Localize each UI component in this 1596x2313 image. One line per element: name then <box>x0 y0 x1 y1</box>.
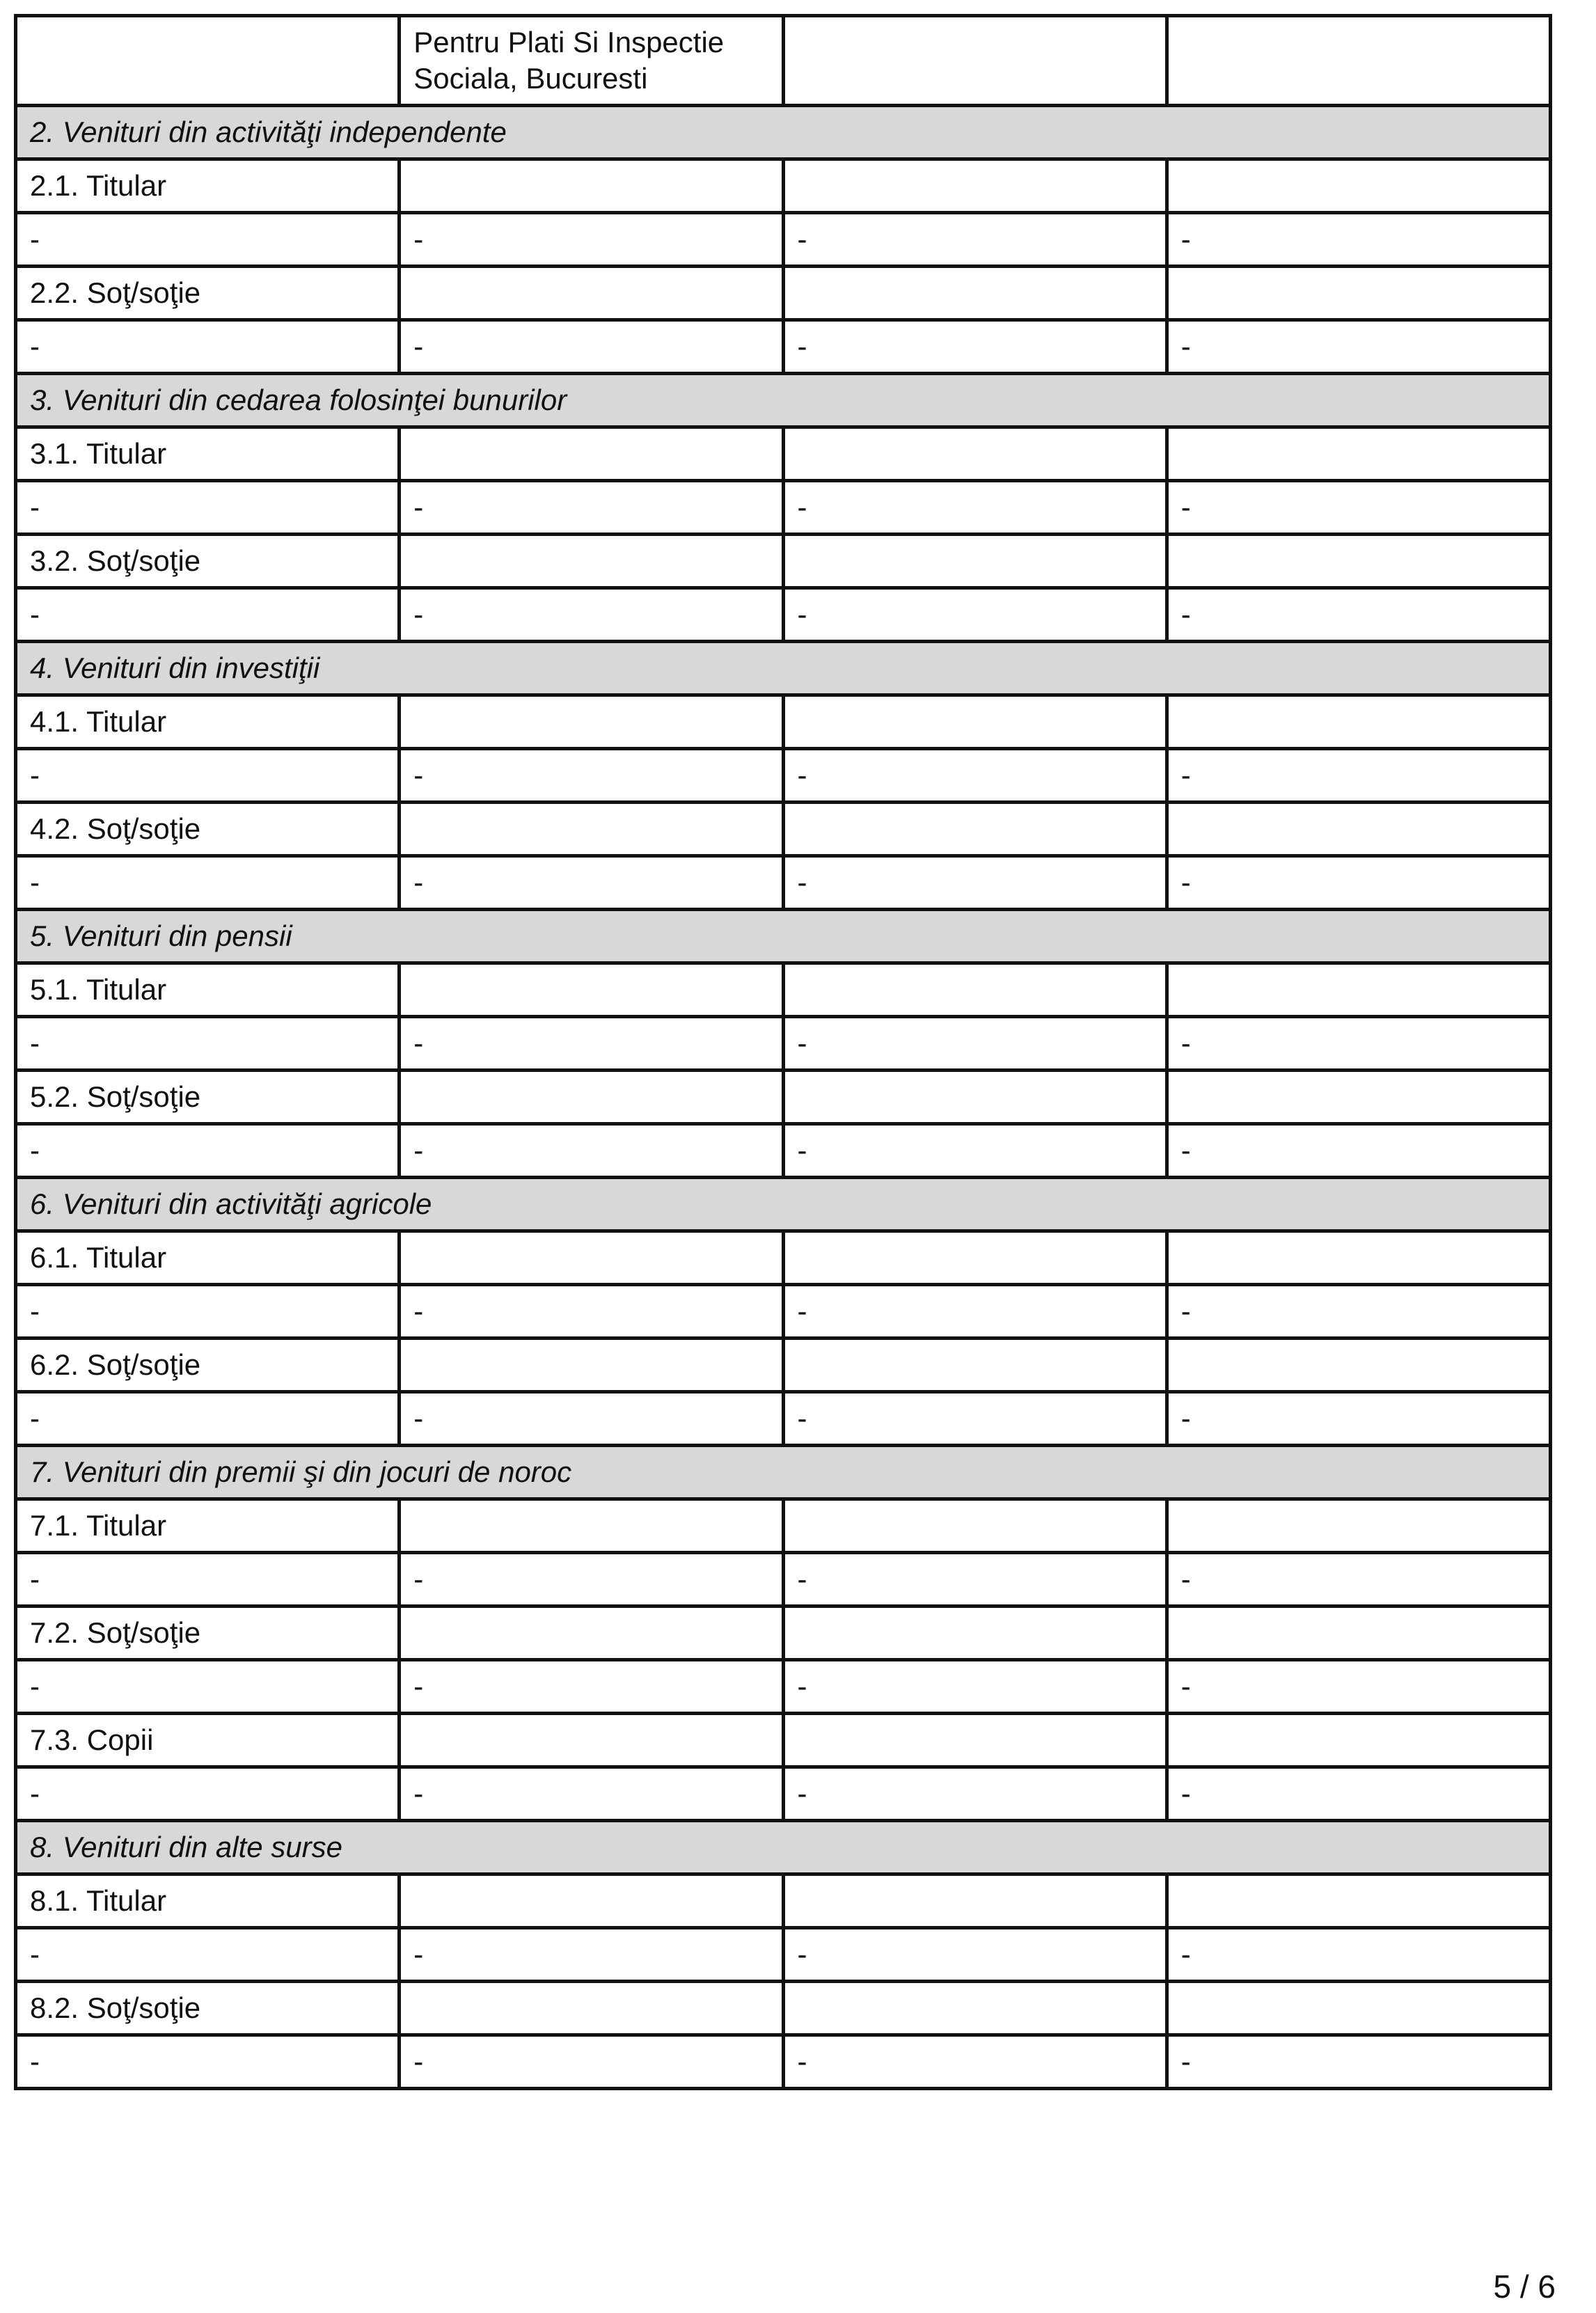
table-cell: - <box>783 1928 1167 1982</box>
table-row <box>16 1339 1551 1392</box>
table-cell <box>1167 1714 1550 1767</box>
table-cell: - <box>1167 1392 1550 1446</box>
table-cell <box>783 803 1167 856</box>
table-row <box>16 1285 1551 1339</box>
section-header-row <box>16 374 1551 427</box>
section-title: 4. Venituri din investiţii <box>16 642 1551 695</box>
table-cell: - <box>1167 1660 1550 1714</box>
table-cell <box>1167 267 1550 320</box>
table-cell <box>1167 963 1550 1017</box>
table-cell <box>400 1071 783 1124</box>
table-cell: - <box>1167 320 1550 374</box>
table-row <box>16 1928 1551 1982</box>
table-cell: - <box>400 1928 783 1982</box>
table-cell <box>1167 427 1550 481</box>
table-cell: 3.2. Soţ/soţie <box>16 535 400 588</box>
table-row <box>16 695 1551 749</box>
table-cell <box>1167 803 1550 856</box>
table-row <box>16 1071 1551 1124</box>
table-cell: - <box>16 320 400 374</box>
income-declaration-table <box>14 14 1552 2090</box>
table-cell: - <box>783 1124 1167 1178</box>
table-cell: - <box>400 1017 783 1071</box>
table-cell <box>783 16 1167 106</box>
table-cell <box>783 1982 1167 2035</box>
table-row <box>16 1124 1551 1178</box>
table-row <box>16 1499 1551 1553</box>
table-cell: 7.3. Copii <box>16 1714 400 1767</box>
table-cell: - <box>783 481 1167 535</box>
table-cell: - <box>16 1767 400 1821</box>
table-cell <box>400 695 783 749</box>
table-cell: - <box>400 1392 783 1446</box>
table-row <box>16 2035 1551 2089</box>
section-title: 6. Venituri din activităţi agricole <box>16 1178 1551 1231</box>
section-header-row <box>16 1446 1551 1499</box>
table-cell: - <box>16 1660 400 1714</box>
table-cell <box>1167 1499 1550 1553</box>
table-cell <box>1167 16 1550 106</box>
table-cell <box>400 1874 783 1928</box>
table-cell: - <box>1167 749 1550 803</box>
table-cell: 7.1. Titular <box>16 1499 400 1553</box>
table-cell: 2.1. Titular <box>16 159 400 213</box>
table-row-continued <box>16 16 1551 106</box>
section-title: 7. Venituri din premii şi din jocuri de noroc <box>16 1446 1551 1499</box>
table-cell <box>783 535 1167 588</box>
table-cell: - <box>16 856 400 910</box>
section-header-row <box>16 1821 1551 1874</box>
table-cell: - <box>1167 856 1550 910</box>
table-cell: - <box>16 2035 400 2089</box>
table-cell: - <box>1167 1767 1550 1821</box>
section-title: 8. Venituri din alte surse <box>16 1821 1551 1874</box>
table-cell: - <box>16 1553 400 1607</box>
table-cell: - <box>783 2035 1167 2089</box>
table-cell: - <box>783 1553 1167 1607</box>
table-cell: - <box>783 856 1167 910</box>
table-cell: - <box>400 588 783 642</box>
table-row <box>16 803 1551 856</box>
table-row <box>16 856 1551 910</box>
table-row <box>16 213 1551 267</box>
table-cell: - <box>1167 481 1550 535</box>
table-row <box>16 1231 1551 1285</box>
table-row <box>16 1392 1551 1446</box>
table-cell: 5.2. Soţ/soţie <box>16 1071 400 1124</box>
table-cell <box>400 1982 783 2035</box>
table-row <box>16 963 1551 1017</box>
table-cell <box>783 963 1167 1017</box>
table-cell <box>783 1607 1167 1660</box>
table-cell: - <box>783 1660 1167 1714</box>
table-row <box>16 1874 1551 1928</box>
table-cell: - <box>400 1285 783 1339</box>
table-cell <box>783 695 1167 749</box>
table-cell: 8.1. Titular <box>16 1874 400 1928</box>
table-cell: - <box>16 1928 400 1982</box>
table-cell: - <box>783 1392 1167 1446</box>
table-cell: - <box>400 1767 783 1821</box>
table-cell: - <box>16 481 400 535</box>
table-cell: - <box>400 749 783 803</box>
page-number: 5 / 6 <box>1493 2268 1556 2305</box>
section-header-row <box>16 1178 1551 1231</box>
table-cell-source: Pentru Plati Si Inspectie Sociala, Bucuresti <box>400 16 783 106</box>
table-cell: - <box>783 1285 1167 1339</box>
table-cell: 5.1. Titular <box>16 963 400 1017</box>
table-row <box>16 1660 1551 1714</box>
table-cell <box>783 1231 1167 1285</box>
table-cell: - <box>1167 1553 1550 1607</box>
table-cell <box>400 1231 783 1285</box>
table-cell: - <box>400 856 783 910</box>
table-cell <box>400 535 783 588</box>
table-cell: - <box>783 749 1167 803</box>
table-cell: - <box>400 1124 783 1178</box>
table-row <box>16 535 1551 588</box>
table-cell: 7.2. Soţ/soţie <box>16 1607 400 1660</box>
table-cell: - <box>400 481 783 535</box>
table-cell: - <box>783 1017 1167 1071</box>
table-cell: 4.1. Titular <box>16 695 400 749</box>
table-cell: - <box>16 1285 400 1339</box>
table-cell <box>400 159 783 213</box>
table-row <box>16 320 1551 374</box>
table-row <box>16 1553 1551 1607</box>
section-title: 3. Venituri din cedarea folosinţei bunurilor <box>16 374 1551 427</box>
table-cell <box>783 1071 1167 1124</box>
section-header-row <box>16 642 1551 695</box>
table-cell <box>1167 1071 1550 1124</box>
table-cell <box>783 1874 1167 1928</box>
table-cell <box>400 1339 783 1392</box>
table-row <box>16 1982 1551 2035</box>
table-cell: - <box>16 588 400 642</box>
table-cell <box>783 1714 1167 1767</box>
table-row <box>16 267 1551 320</box>
table-cell <box>783 427 1167 481</box>
table-cell <box>1167 1339 1550 1392</box>
section-title: 5. Venituri din pensii <box>16 910 1551 963</box>
table-cell: 4.2. Soţ/soţie <box>16 803 400 856</box>
table-cell: - <box>16 1017 400 1071</box>
table-row <box>16 1767 1551 1821</box>
table-cell <box>783 1499 1167 1553</box>
table-cell: - <box>1167 1285 1550 1339</box>
table-cell: 6.2. Soţ/soţie <box>16 1339 400 1392</box>
table-cell: 3.1. Titular <box>16 427 400 481</box>
table-cell <box>1167 1607 1550 1660</box>
table-cell: - <box>16 1124 400 1178</box>
table-cell: - <box>400 2035 783 2089</box>
table-cell: 8.2. Soţ/soţie <box>16 1982 400 2035</box>
table-cell: - <box>1167 213 1550 267</box>
table-row <box>16 749 1551 803</box>
table-cell: - <box>1167 2035 1550 2089</box>
table-cell: - <box>1167 588 1550 642</box>
table-cell: - <box>400 320 783 374</box>
table-cell <box>16 16 400 106</box>
table-cell: - <box>1167 1017 1550 1071</box>
table-cell <box>783 267 1167 320</box>
table-cell <box>400 427 783 481</box>
table-cell <box>400 267 783 320</box>
table-cell <box>1167 1982 1550 2035</box>
table-cell: 2.2. Soţ/soţie <box>16 267 400 320</box>
table-cell: - <box>783 320 1167 374</box>
table-cell: - <box>1167 1928 1550 1982</box>
table-cell <box>1167 1874 1550 1928</box>
table-cell: - <box>1167 1124 1550 1178</box>
table-cell: - <box>783 588 1167 642</box>
table-cell: - <box>16 1392 400 1446</box>
table-cell: - <box>400 1660 783 1714</box>
table-cell: - <box>400 213 783 267</box>
table-cell <box>400 1499 783 1553</box>
table-cell <box>1167 159 1550 213</box>
table-cell <box>400 803 783 856</box>
table-cell <box>1167 535 1550 588</box>
table-row <box>16 1607 1551 1660</box>
table-cell <box>400 1714 783 1767</box>
table-cell: - <box>16 749 400 803</box>
section-header-row <box>16 910 1551 963</box>
table-cell <box>400 963 783 1017</box>
table-cell: - <box>783 213 1167 267</box>
table-row <box>16 159 1551 213</box>
table-row <box>16 1017 1551 1071</box>
table-body <box>16 16 1551 2089</box>
table-row <box>16 427 1551 481</box>
section-title: 2. Venituri din activităţi independente <box>16 106 1551 159</box>
table-cell <box>783 1339 1167 1392</box>
table-row <box>16 481 1551 535</box>
table-cell: - <box>783 1767 1167 1821</box>
section-header-row <box>16 106 1551 159</box>
table-cell <box>783 159 1167 213</box>
table-cell <box>1167 1231 1550 1285</box>
table-cell: - <box>16 213 400 267</box>
table-cell <box>1167 695 1550 749</box>
table-row <box>16 588 1551 642</box>
table-cell <box>400 1607 783 1660</box>
table-cell: - <box>400 1553 783 1607</box>
table-cell: 6.1. Titular <box>16 1231 400 1285</box>
table-row <box>16 1714 1551 1767</box>
